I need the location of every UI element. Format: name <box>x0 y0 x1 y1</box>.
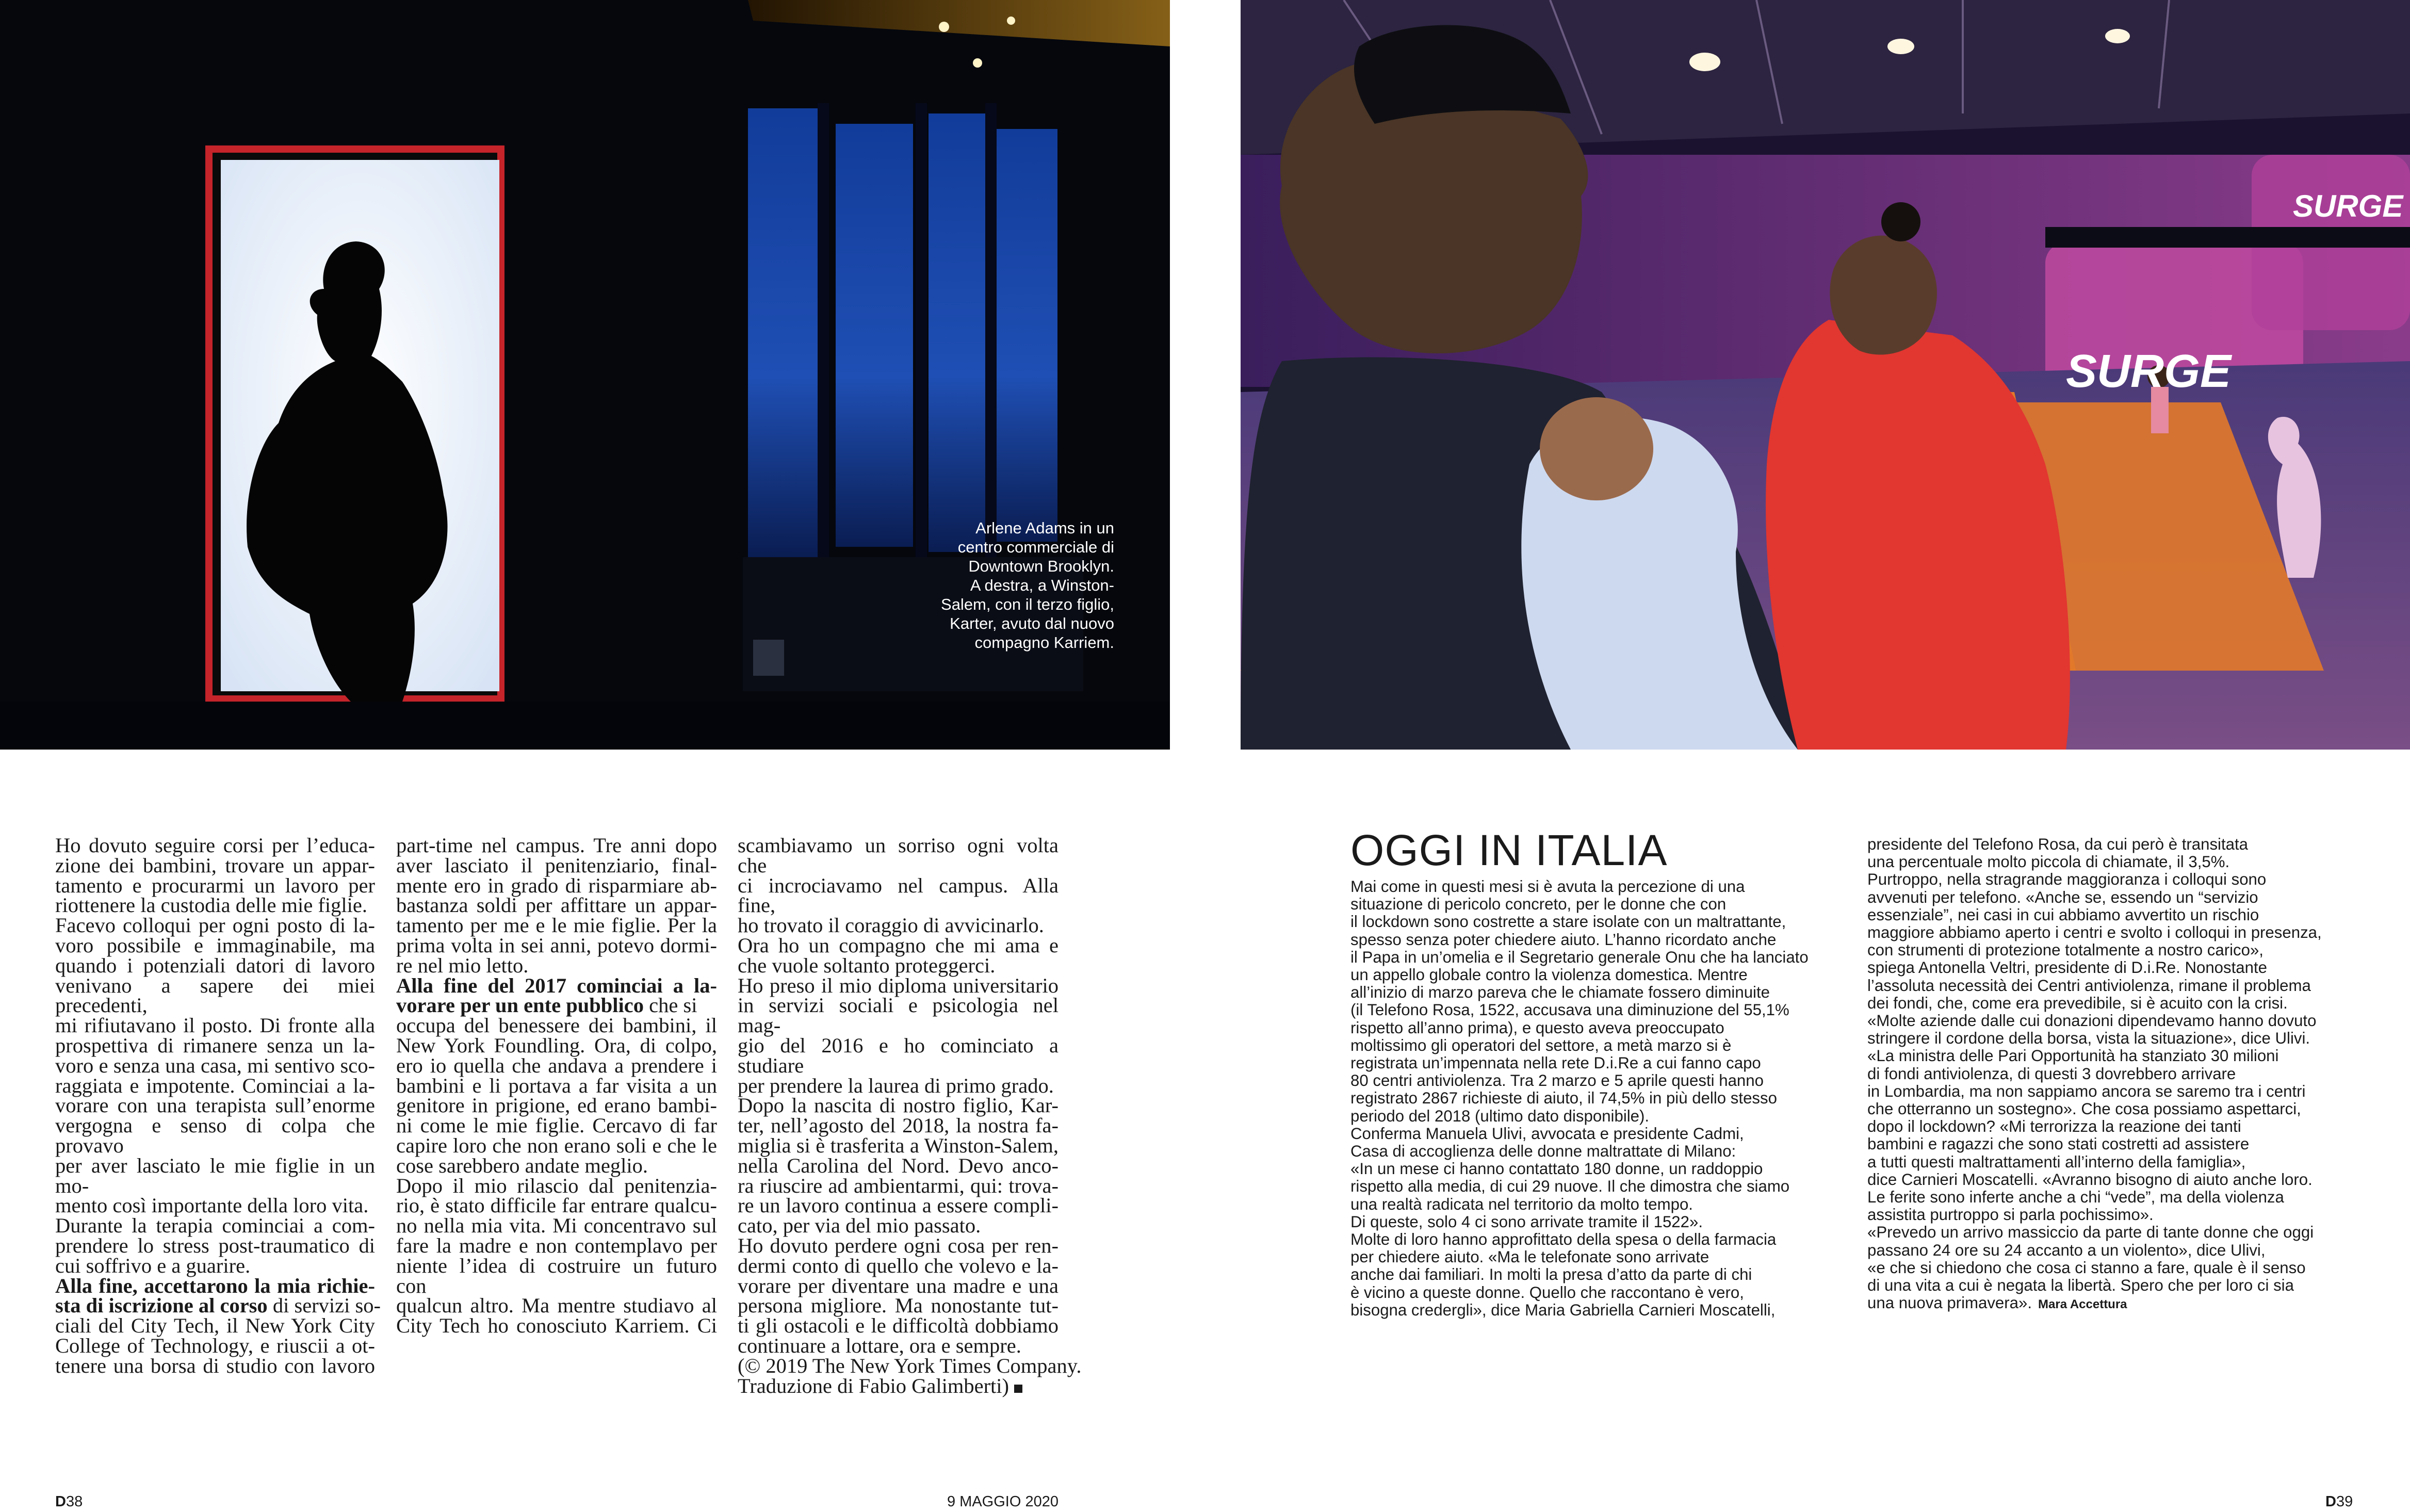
issue-date: 9 MAGGIO 2020 <box>947 1493 1059 1510</box>
text-line: raggiata e impotente. Cominciai a la- <box>55 1074 375 1097</box>
sidebar-title: OGGI IN ITALIA <box>1350 826 1668 874</box>
text-line: dice Carnieri Moscatelli. «Avranno bisogno di aiuto anche loro. <box>1867 1170 2313 1189</box>
text-line: niente l’idea di costruire un futuro con <box>396 1254 717 1297</box>
text-line: mente ero in grado di risparmiare ab- <box>396 873 717 897</box>
bold-run: sta di iscrizione al corso <box>55 1294 268 1318</box>
text-run: Traduzione di Fabio Galimberti) <box>738 1374 1009 1397</box>
text-line: con strumenti di protezione totalmente a nostro carico», <box>1867 941 2264 960</box>
text-line: anche dai familiari. In molti la presa d’atto da parte di chi <box>1350 1265 1752 1284</box>
text-line: il Papa in un’omelia e il Segretario generale Onu che ha lanciato <box>1350 948 1809 966</box>
caption-line: compagno Karriem. <box>974 633 1114 652</box>
text-line: ter, nell’agosto del 2018, la nostra fa- <box>738 1114 1059 1137</box>
text-line: spesso senza poter chiedere aiuto. L’hanno ricordato anche <box>1350 930 1777 949</box>
text-line: College of Technology, e riuscii a ot- <box>55 1334 375 1357</box>
magazine-letter: D <box>2325 1493 2336 1510</box>
text-line: bambini e li portava a far visita a un <box>396 1074 717 1097</box>
text-line: registrata un’impennata nella rete D.i.Re a cui fanno capo <box>1350 1054 1761 1072</box>
text-line: re nel mio letto. <box>396 953 529 977</box>
text-line: rio, è stato difficile far entrare qualcu- <box>396 1194 717 1217</box>
text-line: Facevo colloqui per ogni posto di la- <box>55 914 375 937</box>
text-line: per chiedere aiuto. «Ma le telefonate sono arrivate <box>1350 1248 1709 1266</box>
text-line: avvenuti per telefono. «Anche se, essendo un “servizio <box>1867 888 2258 906</box>
text-line: no nella mia vita. Mi concentravo sul <box>396 1214 717 1238</box>
text-line <box>738 1376 1059 1396</box>
text-line: Ho preso il mio diploma universitario <box>738 973 1059 997</box>
text-line: re un lavoro continua a essere compli- <box>738 1194 1059 1217</box>
text-line: mi rifiutavano il posto. Di fronte alla <box>55 1014 375 1037</box>
text-line: registrato 2867 richieste di aiuto, il 74,5% in più dello stesso <box>1350 1089 1777 1108</box>
text-line: che otterranno un sostegno». Che cosa possiamo aspettarci, <box>1867 1100 2301 1118</box>
text-line: vorare per diventare una madre e una <box>738 1274 1059 1297</box>
text-run: una nuova primavera». <box>1867 1294 2032 1312</box>
text-line: a tutti questi maltrattamenti all’interno della famiglia», <box>1867 1152 2246 1171</box>
text-line: Mai come in questi mesi si è avuta la percezione di una <box>1350 877 1745 896</box>
text-line: persona migliore. Ma nonostante tut- <box>738 1294 1059 1318</box>
caption-line: Downtown Brooklyn. <box>968 557 1114 575</box>
text-line: dei fondi, che, come era prevedibile, si è acuito con la crisi. <box>1867 994 2288 1012</box>
text-line: «In un mese ci hanno contattato 180 donne, un raddoppio <box>1350 1160 1763 1178</box>
text-line <box>55 1294 381 1318</box>
text-line: «La ministra delle Pari Opportunità ha stanziato 30 milioni <box>1867 1047 2279 1065</box>
text-line: miglia si è trasferita a Winston-Salem, <box>738 1133 1059 1157</box>
text-line: rispetto all’anno prima), e questo aveva preoccupato <box>1350 1018 1724 1037</box>
text-line: una percentuale molto piccola di chiamate, il 3,5%. <box>1867 853 2230 871</box>
sidebar-column-2 <box>1867 836 2363 1313</box>
surge-sign-text: SURGE <box>2066 346 2232 397</box>
text-line: in Lombardia, ma non sappiamo ancora se saremo tra i centri <box>1867 1082 2306 1100</box>
text-line: dermi conto di quello che volevo e la- <box>738 1254 1059 1277</box>
text-line: Dopo il mio rilascio dal penitenzia- <box>396 1174 717 1197</box>
folio-left <box>55 1493 83 1510</box>
folio-right <box>2325 1493 2353 1510</box>
article-column-3 <box>738 834 1082 1397</box>
text-line: nella Carolina del Nord. Devo anco- <box>738 1153 1059 1177</box>
text-line: per prendere la laurea di primo grado. <box>738 1074 1054 1097</box>
text-line: vorare con una terapista sull’enorme <box>55 1094 375 1117</box>
photo-right-image <box>1241 0 2410 750</box>
text-line: ti gli ostacoli e le difficoltà dobbiamo <box>738 1314 1059 1338</box>
text-line: City Tech ho conosciuto Karriem. Ci <box>396 1314 717 1338</box>
text-line: Durante la terapia cominciai a com- <box>55 1214 375 1238</box>
magazine-letter: D <box>55 1493 66 1510</box>
text-line: stringere il cordone della borsa, vista la situazione», dice Ulivi. <box>1867 1029 2310 1048</box>
text-line: venivano a sapere dei miei precedenti, <box>55 973 375 1017</box>
text-line: rispetto alla media, di cui 29 nuove. Il che dimostra che siamo <box>1350 1177 1790 1196</box>
text-line: voro e senza una casa, mi sentivo sco- <box>55 1053 375 1077</box>
text-line-bold: Alla fine del 2017 cominciai a la- <box>396 973 717 997</box>
text-line: essenziale”, nei casi in cui abbiamo avvertito un rischio <box>1867 905 2259 924</box>
text-line: Di queste, solo 4 ci sono arrivate tramite il 1522». <box>1350 1212 1703 1231</box>
text-line: fare la madre e non contemplavo per <box>396 1233 717 1257</box>
text-line: qualcun altro. Ma mentre studiavo al <box>396 1294 717 1318</box>
photo-caption <box>918 518 1114 652</box>
text-line: ci incrociavamo nel campus. Alla fine, <box>738 873 1059 917</box>
text-line: Ho dovuto perdere ogni cosa per ren- <box>738 1233 1059 1257</box>
text-line: prima volta in sei anni, potevo dormi- <box>396 933 717 957</box>
article-column-1 <box>55 834 381 1377</box>
text-line: spiega Antonella Veltri, presidente di D.i.Re. Nonostante <box>1867 958 2267 977</box>
text-line: Molte di loro hanno approfittato della spesa o della farmacia <box>1350 1230 1777 1249</box>
text-line <box>1867 1294 2363 1313</box>
text-run: di servizi so- <box>267 1294 381 1318</box>
text-line: prospettiva di rimanere senza un la- <box>55 1033 375 1057</box>
text-line: cui soffrivo e a guarire. <box>55 1254 251 1277</box>
text-line: che vuole soltanto proteggerci. <box>738 953 996 977</box>
end-of-article-square-icon <box>1014 1385 1022 1393</box>
text-line: tenere una borsa di studio con lavoro <box>55 1354 375 1377</box>
sidebar-column-1 <box>1350 878 1835 1319</box>
text-line: Ho dovuto seguire corsi per l’educa- <box>55 834 375 857</box>
text-line: genitore in prigione, ed erano bambi- <box>396 1094 717 1117</box>
text-line: prendere lo stress post-traumatico di <box>55 1233 375 1257</box>
text-line: passano 24 ore su 24 accanto a un violento», dice Ulivi, <box>1867 1241 2266 1259</box>
text-line: bisogna credergli», dice Maria Gabriella Carnieri Moscatelli, <box>1350 1300 1776 1319</box>
text-line: cato, per via del mio passato. <box>738 1214 981 1238</box>
text-line: è vicino a queste donne. Quello che raccontano è vero, <box>1350 1283 1744 1302</box>
text-line: Le ferite sono inferte anche a chi “vede”, ma della violenza <box>1867 1188 2284 1207</box>
text-line: tamento e procurarmi un lavoro per <box>55 873 375 897</box>
text-line: Dopo la nascita di nostro figlio, Kar- <box>738 1094 1059 1117</box>
surge-sign-text: SURGE <box>2293 189 2403 223</box>
text-line: il lockdown sono costrette a stare isolate con un maltrattante, <box>1350 913 1786 931</box>
text-line: all’inizio di marzo pareva che le chiamate fossero diminuite <box>1350 983 1770 1002</box>
page-number-left: 38 <box>66 1493 83 1510</box>
text-line: occupa del benessere dei bambini, il <box>396 1014 717 1037</box>
text-line: ho trovato il coraggio di avvicinarlo. <box>738 914 1044 937</box>
text-line: Casa di accoglienza delle donne maltrattate di Milano: <box>1350 1142 1736 1161</box>
text-line: dopo il lockdown? «Mi terrorizza la reazione dei tanti <box>1867 1117 2241 1136</box>
caption-line: A destra, a Winston- <box>970 576 1114 594</box>
text-line: vergogna e senso di colpa che provavo <box>55 1114 375 1157</box>
text-line: «e che si chiedono che cosa ci stanno a fare, quale è il senso <box>1867 1258 2306 1277</box>
text-line: per aver lasciato le mie figlie in un mo- <box>55 1153 375 1197</box>
text-line: maggiore abbiamo aperto i centri e svolto i colloqui in presenza, <box>1867 923 2322 942</box>
text-line: di una vita a cui è negata la libertà. Spero che per loro ci sia <box>1867 1276 2294 1295</box>
photo-right <box>1241 0 2410 750</box>
text-line: cose sarebbero andate meglio. <box>396 1153 648 1177</box>
article-column-2 <box>396 836 717 1336</box>
text-line: New York Foundling. Ora, di colpo, <box>396 1033 717 1057</box>
caption-line: Salem, con il terzo figlio, <box>941 595 1114 613</box>
text-line: l’assoluta necessità dei Centri antiviolenza, rimane il problema <box>1867 976 2311 995</box>
text-line: voro possibile e immaginabile, ma <box>55 933 375 957</box>
text-line: moltissimo gli operatori del settore, a metà marzo si è <box>1350 1036 1732 1054</box>
author-byline: Mara Accettura <box>2038 1297 2127 1312</box>
text-line: un appello globale contro la violenza domestica. Mentre <box>1350 966 1748 984</box>
page-number-right: 39 <box>2336 1493 2353 1510</box>
text-line: in servizi sociali e psicologia nel mag- <box>738 994 1059 1037</box>
bold-run: vorare per un ente pubblico <box>396 994 644 1017</box>
text-line: di fondi antiviolenza, di questi 3 dovrebbero arrivare <box>1867 1064 2236 1083</box>
text-line: capire loro che non erano soli e che le <box>396 1133 717 1157</box>
text-line: ra riuscire ad ambientarmi, qui: trova- <box>738 1174 1059 1197</box>
text-line: ni come le mie figlie. Cercavo di far <box>396 1114 717 1137</box>
text-line: ciali del City Tech, il New York City <box>55 1314 375 1338</box>
caption-line: Karter, avuto dal nuovo <box>950 614 1114 632</box>
text-line: bastanza soldi per affittare un appar- <box>396 893 717 917</box>
text-line: (© 2019 The New York Times Company. <box>738 1354 1082 1377</box>
text-line: assistita purtroppo si parla pochissimo». <box>1867 1206 2154 1224</box>
text-line: zione dei bambini, trovare un appar- <box>55 853 375 877</box>
text-line: continuare a lottare, ora e sempre. <box>738 1334 1021 1357</box>
text-line: periodo del 2018 (ultimo dato disponibile). <box>1350 1107 1650 1125</box>
text-line <box>396 996 717 1016</box>
text-line: 80 centri antiviolenza. Tra 2 marzo e 5 aprile questi hanno <box>1350 1071 1764 1090</box>
text-line: presidente del Telefono Rosa, da cui però è transitata <box>1867 835 2249 853</box>
text-line: ero io quella che andava a prendere i <box>396 1053 717 1077</box>
caption-line: Arlene Adams in un <box>975 519 1114 537</box>
text-line: una realtà radicata nel territorio da molto tempo. <box>1350 1195 1693 1213</box>
text-line-bold: Alla fine, accettarono la mia richie- <box>55 1274 375 1297</box>
text-line: Conferma Manuela Ulivi, avvocata e presidente Cadmi, <box>1350 1124 1744 1143</box>
text-line: part-time nel campus. Tre anni dopo <box>396 834 717 857</box>
photo-left <box>0 0 1170 750</box>
text-line: quando i potenziali datori di lavoro <box>55 953 375 977</box>
text-line: bambini e ragazzi che sono stati costretti ad assistere <box>1867 1135 2250 1153</box>
text-line: riottenere la custodia delle mie figlie. <box>55 893 368 917</box>
text-line: «Molte aziende dalle cui donazioni dipendevamo hanno dovuto <box>1867 1012 2317 1030</box>
text-line: «Prevedo un arrivo massiccio da parte di tante donne che oggi <box>1867 1223 2314 1242</box>
text-run: che si <box>644 994 697 1017</box>
text-line: Purtroppo, nella stragrande maggioranza i colloqui sono <box>1867 870 2267 889</box>
text-line: scambiavamo un sorriso ogni volta che <box>738 834 1059 877</box>
caption-line: centro commerciale di <box>957 538 1114 556</box>
text-line: Ora ho un compagno che mi ama e <box>738 933 1059 957</box>
text-line: gio del 2016 e ho cominciato a studiare <box>738 1033 1059 1077</box>
text-line: (il Telefono Rosa, 1522, accusava una diminuzione del 55,1% <box>1350 1001 1789 1019</box>
text-line: mento così importante della loro vita. <box>55 1194 369 1217</box>
text-line: situazione di pericolo concreto, per le donne che con <box>1350 895 1727 914</box>
text-line: tamento per me e le mie figlie. Per la <box>396 914 717 937</box>
text-line: aver lasciato il penitenziario, final- <box>396 853 717 877</box>
